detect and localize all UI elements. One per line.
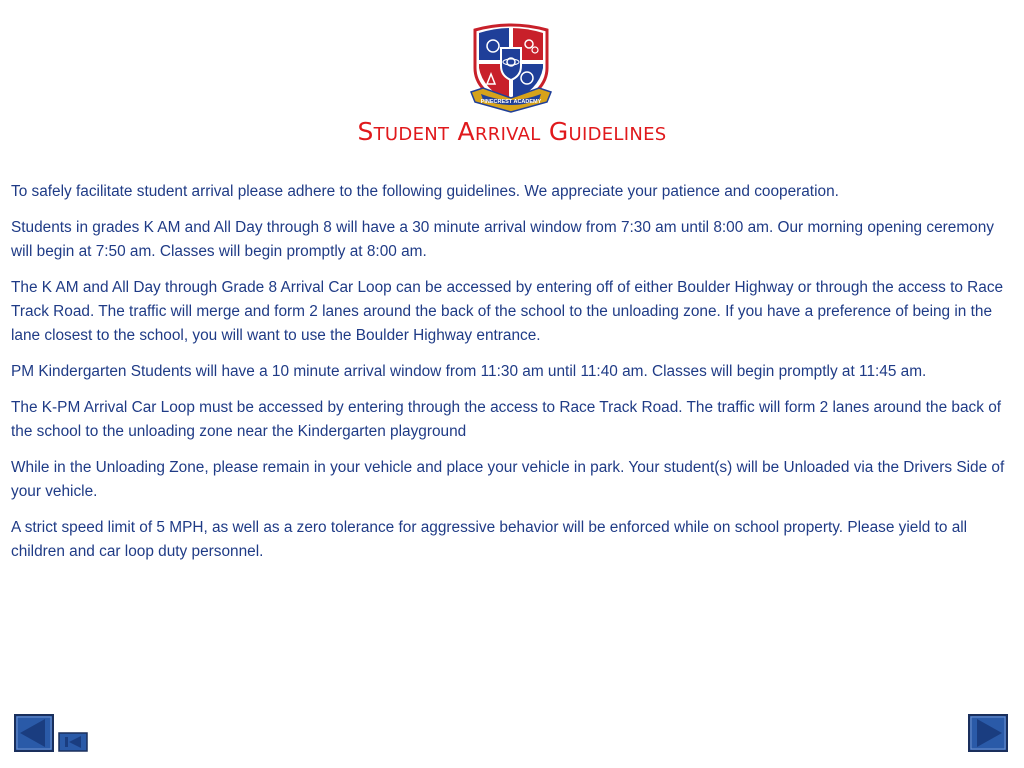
paragraph-pm-kindergarten: PM Kindergarten Students will have a 10 minute arrival window from 11:30 am until 11:40 am. Classes will begin promptly at 11:45 am.: [11, 363, 927, 380]
paragraph-intro: To safely facilitate student arrival please adhere to the following guidelines. We appreciate your patience and cooperation.: [11, 183, 839, 200]
first-slide-button[interactable]: [58, 732, 88, 752]
slide-title: Student Arrival Guidelines: [357, 117, 667, 146]
slide-body: [11, 180, 1019, 576]
previous-slide-button[interactable]: [14, 714, 54, 752]
next-slide-button[interactable]: [968, 714, 1008, 752]
paragraph-arrival-window: Students in grades K AM and All Day through 8 will have a 30 minute arrival window from 7:30 am until 8:00 am. Our morning opening ceremony will begin at 7:50 am. Classes will begin promptly at 8:00 am.: [11, 219, 994, 260]
paragraph-unloading-zone: While in the Unloading Zone, please remain in your vehicle and place your vehicle in park. Your student(s) will be Unloaded via the Drivers Side of your vehicle.: [11, 459, 1005, 500]
paragraph-speed-limit: A strict speed limit of 5 MPH, as well as a zero tolerance for aggressive behavior will be enforced while on school property. Please yield to all children and car loop duty personnel.: [11, 519, 968, 560]
crest-banner-text: PINECREST ACADEMY: [480, 99, 542, 105]
paragraph-kpm-car-loop: The K-PM Arrival Car Loop must be accessed by entering through the access to Race Track Road. The traffic will form 2 lanes around the back of the school to the unloading zone near the Kindergarten playground: [11, 399, 1002, 440]
paragraph-car-loop: The K AM and All Day through Grade 8 Arrival Car Loop can be accessed by entering off of either Boulder Highway or through the access to Race Track Road. The traffic will merge and form 2 lanes around the back of the school to the unloading zone. If you have a preference of being in the lane closest to the school, you will want to use the Boulder Highway entrance.: [11, 279, 1004, 344]
pinecrest-academy-crest-logo: [463, 22, 559, 114]
